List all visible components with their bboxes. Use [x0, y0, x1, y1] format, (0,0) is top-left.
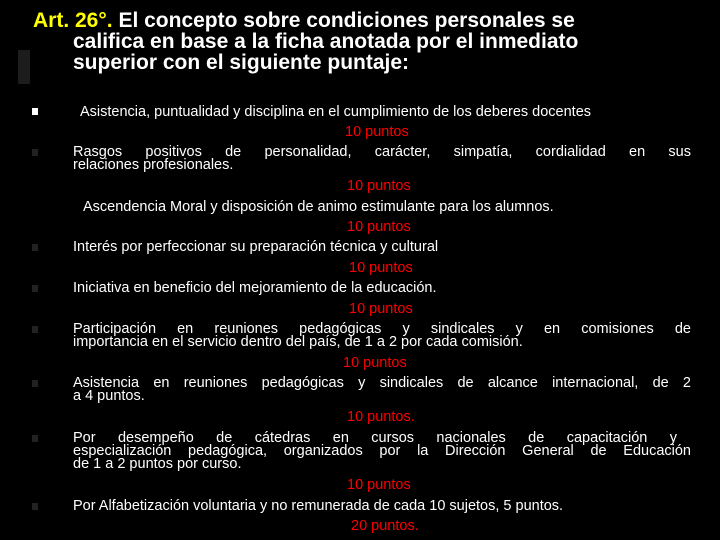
list-item-continuation: relaciones profesionales. — [73, 157, 234, 173]
list-item: Iniciativa en beneficio del mejoramiento de la educación. — [73, 280, 437, 296]
bullet-icon — [32, 108, 38, 115]
list-item-continuation: especialización pedagógica, organizados por la Dirección General de Educación — [73, 443, 691, 459]
points-label: 10 puntos — [345, 124, 409, 140]
points-label: 10 puntos — [349, 260, 413, 276]
bullet-icon — [32, 435, 38, 442]
bullet-icon — [32, 380, 38, 387]
heading-text-1: El concepto sobre condiciones personales se — [118, 9, 575, 32]
points-label: 10 puntos — [343, 355, 407, 371]
list-item: Participación en reuniones pedagógicas y sindicales y en comisiones de — [73, 321, 691, 337]
bullet-icon — [32, 244, 38, 251]
list-item: Ascendencia Moral y disposición de animo estimulante para los alumnos. — [83, 199, 554, 215]
points-label: 10 puntos — [347, 219, 411, 235]
list-item: Rasgos positivos de personalidad, carácter, simpatía, cordialidad en sus — [73, 144, 691, 160]
points-label: 10 puntos — [347, 477, 411, 493]
points-label: 10 puntos — [347, 178, 411, 194]
bullet-icon — [32, 285, 38, 292]
list-item-continuation: de 1 a 2 puntos por curso. — [73, 456, 242, 472]
heading-line-1 — [33, 10, 716, 31]
bullet-icon — [32, 149, 38, 156]
list-item: Asistencia en reuniones pedagógicas y sindicales de alcance internacional, de 2 — [73, 375, 691, 391]
points-label: 10 puntos. — [347, 409, 415, 425]
list-item-continuation: a 4 puntos. — [73, 388, 145, 404]
list-item-continuation: importancia en el servicio dentro del país, de 1 a 2 por cada comisión. — [73, 334, 523, 350]
list-item: Por desempeño de cátedras en cursos nacionales de capacitación y — [73, 430, 677, 446]
list-item: Interés por perfeccionar su preparación técnica y cultural — [73, 239, 439, 255]
points-label: 10 puntos — [349, 301, 413, 317]
decorative-bar — [18, 50, 30, 84]
bullet-icon — [32, 503, 38, 510]
list-item: Asistencia, puntualidad y disciplina en el cumplimiento de los deberes docentes — [80, 104, 592, 120]
points-label: 20 puntos. — [351, 518, 419, 534]
bullet-icon — [32, 326, 38, 333]
article-label: Art. 26°. — [33, 9, 113, 32]
list-item: Por Alfabetización voluntaria y no remunerada de cada 10 sujetos, 5 puntos. — [73, 498, 564, 514]
heading-line-2: califica en base a la ficha anotada por el inmediato — [73, 30, 579, 53]
heading-line-3: superior con el siguiente puntaje: — [73, 51, 410, 74]
